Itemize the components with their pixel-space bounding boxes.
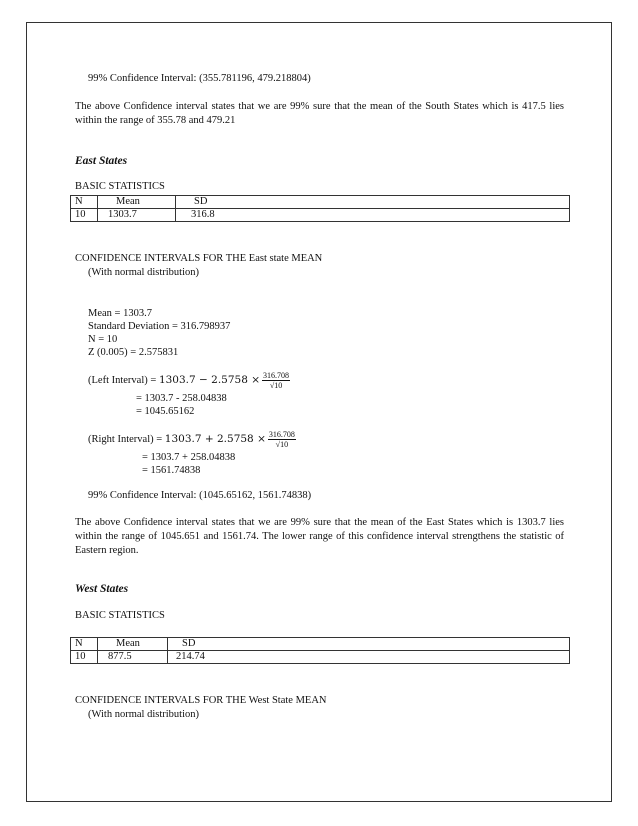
fraction-denominator: √10 — [269, 381, 283, 391]
east-n-line: N = 10 — [88, 334, 118, 345]
right-interval-formula: 1303.7 + 2.5758 × — [164, 433, 266, 445]
table-header-row — [71, 196, 570, 209]
table-header-cell: N — [71, 638, 98, 651]
left-interval-formula: 1303.7 − 2.5758 × — [158, 374, 261, 386]
sd-over-sqrt-n-fraction — [268, 430, 296, 449]
left-interval-label: (Left Interval) = — [88, 375, 159, 386]
table-header-cell: N — [71, 196, 98, 209]
fraction-denominator: √10 — [275, 440, 289, 450]
table-header-cell: Mean — [98, 638, 168, 651]
fraction-numerator: 316.708 — [263, 371, 290, 381]
east-ci-line: 99% Confidence Interval: (1045.65162, 1561.74838) — [88, 490, 312, 501]
east-interpretation: The above Confidence interval states that we are 99% sure that the mean of the East States which is 1303.7 lies within the range of 1045.651 and 1561.74. The lower range of this confidence interval strengthens the statistic of Eastern region. — [75, 517, 564, 556]
sd-over-sqrt-n-fraction — [262, 371, 290, 390]
table-cell: 10 — [71, 209, 98, 222]
table-cell: 1303.7 — [98, 209, 176, 222]
east-right-interval — [88, 428, 296, 451]
west-stats-table — [70, 637, 570, 664]
east-left-step2: = 1045.65162 — [136, 406, 195, 417]
east-left-interval — [88, 369, 290, 392]
table-cell: 214.74 — [168, 651, 570, 664]
table-cell: 877.5 — [98, 651, 168, 664]
page-border — [26, 22, 612, 802]
south-ci-line: 99% Confidence Interval: (355.781196, 479.218804) — [88, 73, 311, 84]
table-header-cell: SD — [176, 196, 570, 209]
east-ci-title: CONFIDENCE INTERVALS FOR THE East state MEAN — [75, 253, 323, 264]
east-stats-table — [70, 195, 570, 222]
table-row — [71, 209, 570, 222]
east-right-step2: = 1561.74838 — [142, 465, 201, 476]
east-z-line: Z (0.005) = 2.575831 — [88, 347, 179, 358]
east-sd-line: Standard Deviation = 316.798937 — [88, 321, 231, 332]
east-ci-subtitle: (With normal distribution) — [88, 267, 199, 278]
east-left-step1: = 1303.7 - 258.04838 — [136, 393, 227, 404]
table-header-cell: Mean — [98, 196, 176, 209]
table-header-cell: SD — [168, 638, 570, 651]
east-mean-line: Mean = 1303.7 — [88, 308, 152, 319]
table-cell: 10 — [71, 651, 98, 664]
west-heading: West States — [75, 583, 129, 595]
table-row — [71, 651, 570, 664]
east-basic-stats-label: BASIC STATISTICS — [75, 181, 165, 192]
table-header-row — [71, 638, 570, 651]
west-basic-stats-label: BASIC STATISTICS — [75, 610, 165, 621]
right-interval-label: (Right Interval) = — [88, 434, 165, 445]
east-right-step1: = 1303.7 + 258.04838 — [142, 452, 236, 463]
east-heading: East States — [75, 155, 128, 167]
west-ci-title: CONFIDENCE INTERVALS FOR THE West State MEAN — [75, 695, 327, 706]
fraction-numerator: 316.708 — [268, 430, 295, 440]
west-ci-subtitle: (With normal distribution) — [88, 709, 199, 720]
table-cell: 316.8 — [176, 209, 570, 222]
south-interpretation: The above Confidence interval states that we are 99% sure that the mean of the South States which is 417.5 lies within the range of 355.78 and 479.21 — [75, 101, 564, 126]
